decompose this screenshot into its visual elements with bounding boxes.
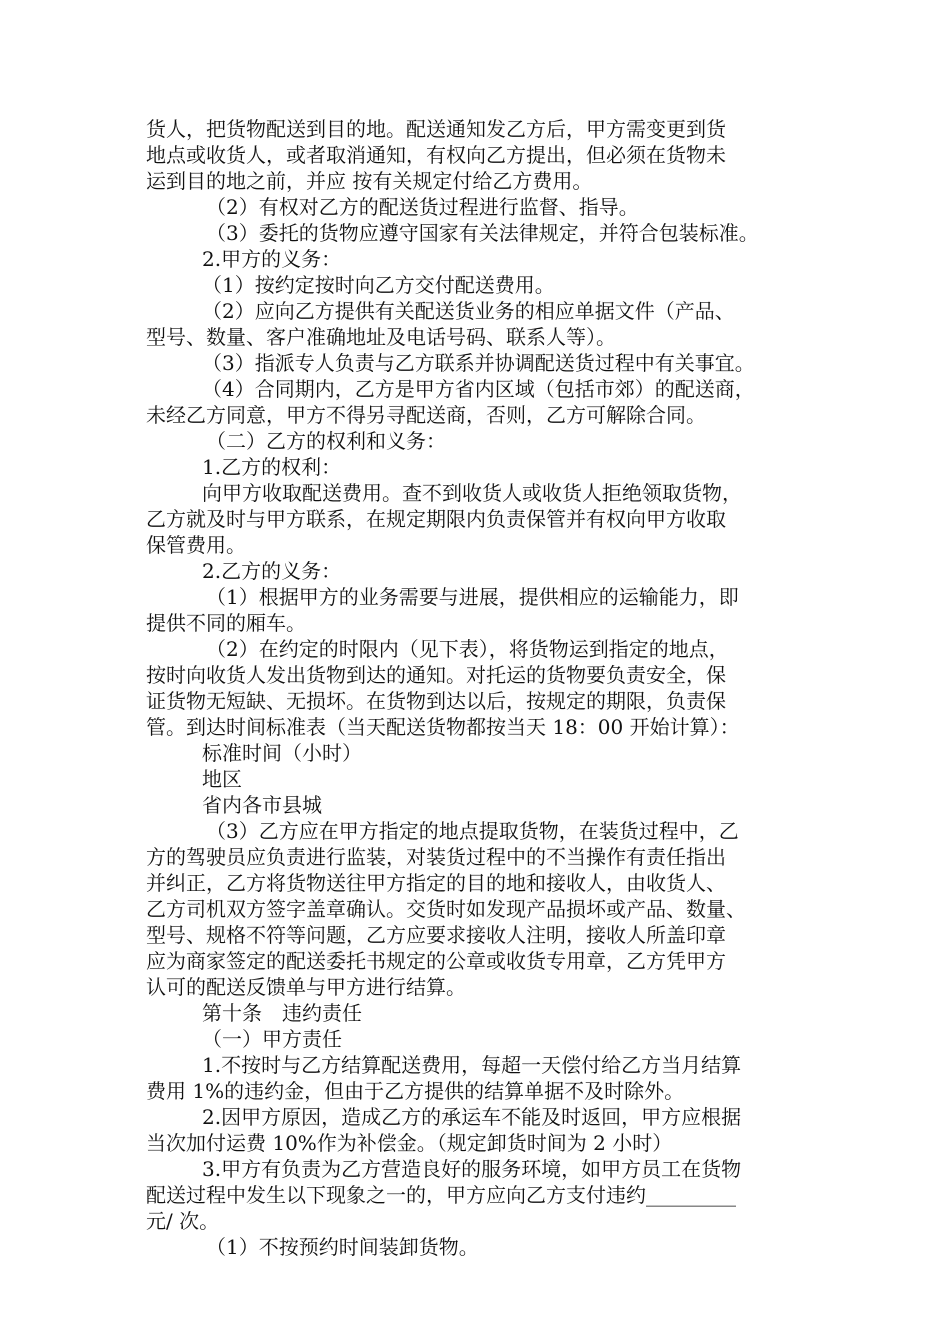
text-line: 2.甲方的义务： bbox=[202, 247, 342, 271]
text-line: 型号、规格不符等问题，乙方应要求接收人注明，接收人所盖印章 bbox=[146, 923, 726, 947]
text-line: 元/ 次。 bbox=[146, 1209, 220, 1233]
text-line: （2）应向乙方提供有关配送货业务的相应单据文件（产品、 bbox=[202, 299, 735, 323]
text-line: 1.不按时与乙方结算配送费用，每超一天偿付给乙方当月结算 bbox=[202, 1053, 742, 1077]
text-line: 货人，把货物配送到目的地。配送通知发乙方后，甲方需变更到货 bbox=[146, 117, 726, 141]
text-line: （一）甲方责任 bbox=[202, 1027, 342, 1051]
text-line: 管。到达时间标准表（当天配送货物都按当天 18：00 开始计算）： bbox=[146, 715, 740, 739]
text-line: 1.乙方的权利： bbox=[202, 455, 342, 479]
text-line: 向甲方收取配送费用。查不到收货人或收货人拒绝领取货物， bbox=[202, 481, 742, 505]
text-line: 费用 1%的违约金，但由于乙方提供的结算单据不及时除外。 bbox=[146, 1079, 685, 1103]
text-line: （2）在约定的时限内（见下表），将货物运到指定的地点， bbox=[206, 637, 729, 661]
document-body bbox=[146, 116, 810, 1260]
text-line: （3）乙方应在甲方指定的地点提取货物，在装货过程中，乙 bbox=[206, 819, 739, 843]
text-line: 省内各市县城 bbox=[202, 793, 322, 817]
text-line: 型号、数量、客户准确地址及电话号码、联系人等）。 bbox=[146, 325, 616, 349]
text-line: （3）委托的货物应遵守国家有关法律规定，并符合包装标准。 bbox=[206, 221, 759, 245]
text-line: （4）合同期内，乙方是甲方省内区域（包括市郊）的配送商， bbox=[202, 377, 755, 401]
text-line: （3）指派专人负责与乙方联系并协调配送货过程中有关事宜。 bbox=[202, 351, 755, 375]
text-line: 应为商家签定的配送委托书规定的公章或收货专用章，乙方凭甲方 bbox=[146, 949, 726, 973]
text-line: 未经乙方同意，甲方不得另寻配送商，否则，乙方可解除合同。 bbox=[146, 403, 706, 427]
text-line: 并纠正，乙方将货物送往甲方指定的目的地和接收人，由收货人、 bbox=[146, 871, 726, 895]
text-line: （2）有权对乙方的配送货过程进行监督、指导。 bbox=[206, 195, 639, 219]
text-line: 保管费用。 bbox=[146, 533, 246, 557]
text-line: 认可的配送反馈单与甲方进行结算。 bbox=[146, 975, 466, 999]
section-heading: 第十条 违约责任 bbox=[202, 1001, 362, 1025]
text-line: 方的驾驶员应负责进行监装，对装货过程中的不当操作有责任指出 bbox=[146, 845, 726, 869]
text-line: 2.因甲方原因，造成乙方的承运车不能及时返回，甲方应根据 bbox=[202, 1105, 742, 1129]
text-line: 标准时间（小时） bbox=[202, 741, 362, 765]
text-line: （1）根据甲方的业务需要与进展，提供相应的运输能力，即 bbox=[206, 585, 739, 609]
text-line: 运到目的地之前，并应 按有关规定付给乙方费用。 bbox=[146, 169, 593, 193]
text-line: 提供不同的厢车。 bbox=[146, 611, 306, 635]
text-line: 地区 bbox=[202, 767, 242, 791]
text-line: 配送过程中发生以下现象之一的，甲方应向乙方支付违约_________ bbox=[146, 1183, 736, 1207]
text-line: 乙方就及时与甲方联系，在规定期限内负责保管并有权向甲方收取 bbox=[146, 507, 726, 531]
text-line: 当次加付运费 10%作为补偿金。（规定卸货时间为 2 小时） bbox=[146, 1131, 673, 1155]
text-line: （1）不按预约时间装卸货物。 bbox=[206, 1235, 479, 1259]
text-line: （1）按约定按时向乙方交付配送费用。 bbox=[202, 273, 555, 297]
text-line: 3.甲方有负责为乙方营造良好的服务环境，如甲方员工在货物 bbox=[202, 1157, 742, 1181]
text-line: 乙方司机双方签字盖章确认。交货时如发现产品损坏或产品、数量、 bbox=[146, 897, 746, 921]
text-line: 地点或收货人，或者取消通知，有权向乙方提出，但必须在货物未 bbox=[146, 143, 726, 167]
text-line: 按时向收货人发出货物到达的通知。对托运的货物要负责安全，保 bbox=[146, 663, 726, 687]
text-line: 2.乙方的义务： bbox=[202, 559, 342, 583]
text-line: （二）乙方的权利和义务： bbox=[206, 429, 446, 453]
text-line: 证货物无短缺、无损坏。在货物到达以后，按规定的期限，负责保 bbox=[146, 689, 726, 713]
